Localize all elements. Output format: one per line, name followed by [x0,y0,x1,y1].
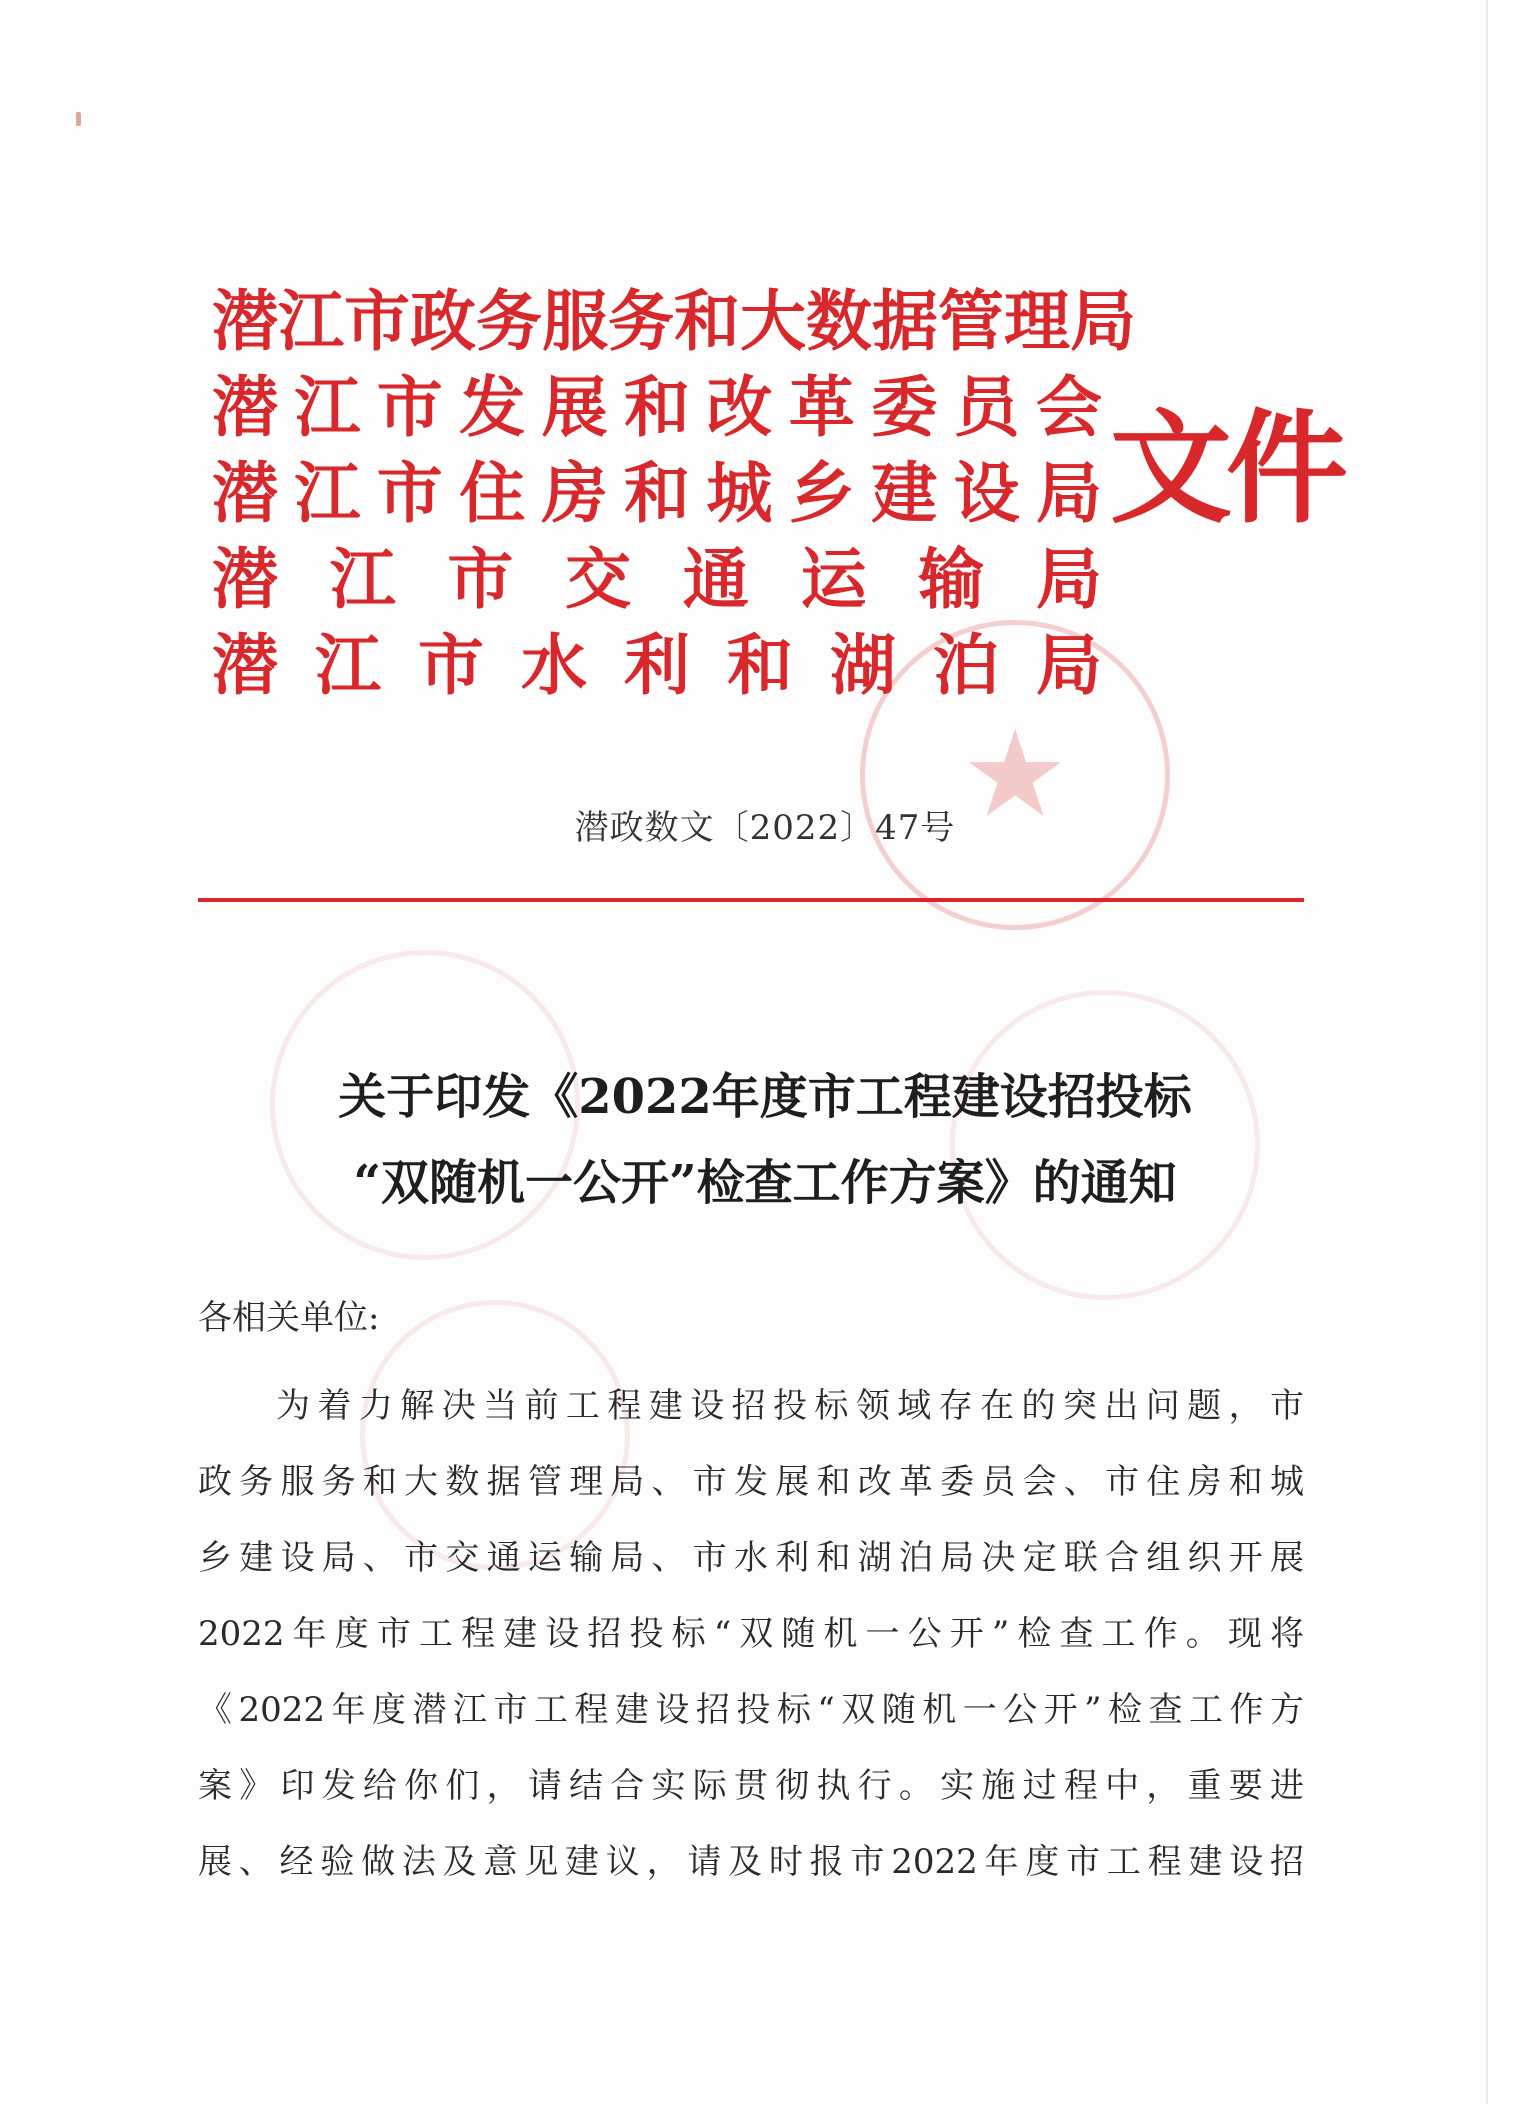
body-text-line: 2022年度市工程建设招投标“双随机一公开”检查工作。现将 [198,1614,1304,1654]
red-header [212,278,1342,718]
document-type-word: 文件 [1110,396,1342,540]
issuer-line: 潜江市住房和城乡建设局 [212,454,1102,532]
body-text-line: 为着力解决当前工程建设招投标领域存在的突出问题，市 [276,1386,1304,1426]
body-text-line: 案》印发给你们，请结合实际贯彻执行。实施过程中，重要进 [198,1766,1304,1806]
seal-star-icon: ★ [961,705,1069,845]
body-text-line: 政务服务和大数据管理局、市发展和改革委员会、市住房和城 [198,1462,1304,1502]
scan-edge [1486,0,1488,2104]
document-number: 潜政数文〔2022〕47号 [574,808,956,848]
scan-speck [76,112,81,126]
issuer-line: 潜江市交通运输局 [212,540,1102,618]
issuer-line: 潜江市政务服务和大数据管理局 [212,282,1136,360]
body-text-line: 展、经验做法及意见建议，请及时报市2022年度市工程建设招 [198,1842,1304,1882]
faint-seal-stamp [360,1300,630,1570]
body-text-line: 《2022年度潜江市工程建设招投标“双随机一公开”检查工作方 [198,1690,1304,1730]
document-title-line: 关于印发《2022年度市工程建设招投标 [338,1069,1192,1125]
red-divider-line [198,898,1304,902]
issuer-line: 潜江市发展和改革委员会 [212,368,1102,446]
issuer-line: 潜江市水利和湖泊局 [212,626,1102,704]
document-title-line: “双随机一公开”检查工作方案》的通知 [353,1155,1177,1211]
salutation: 各相关单位: [198,1298,380,1338]
body-text-line: 乡建设局、市交通运输局、市水利和湖泊局决定联合组织开展 [198,1538,1304,1578]
